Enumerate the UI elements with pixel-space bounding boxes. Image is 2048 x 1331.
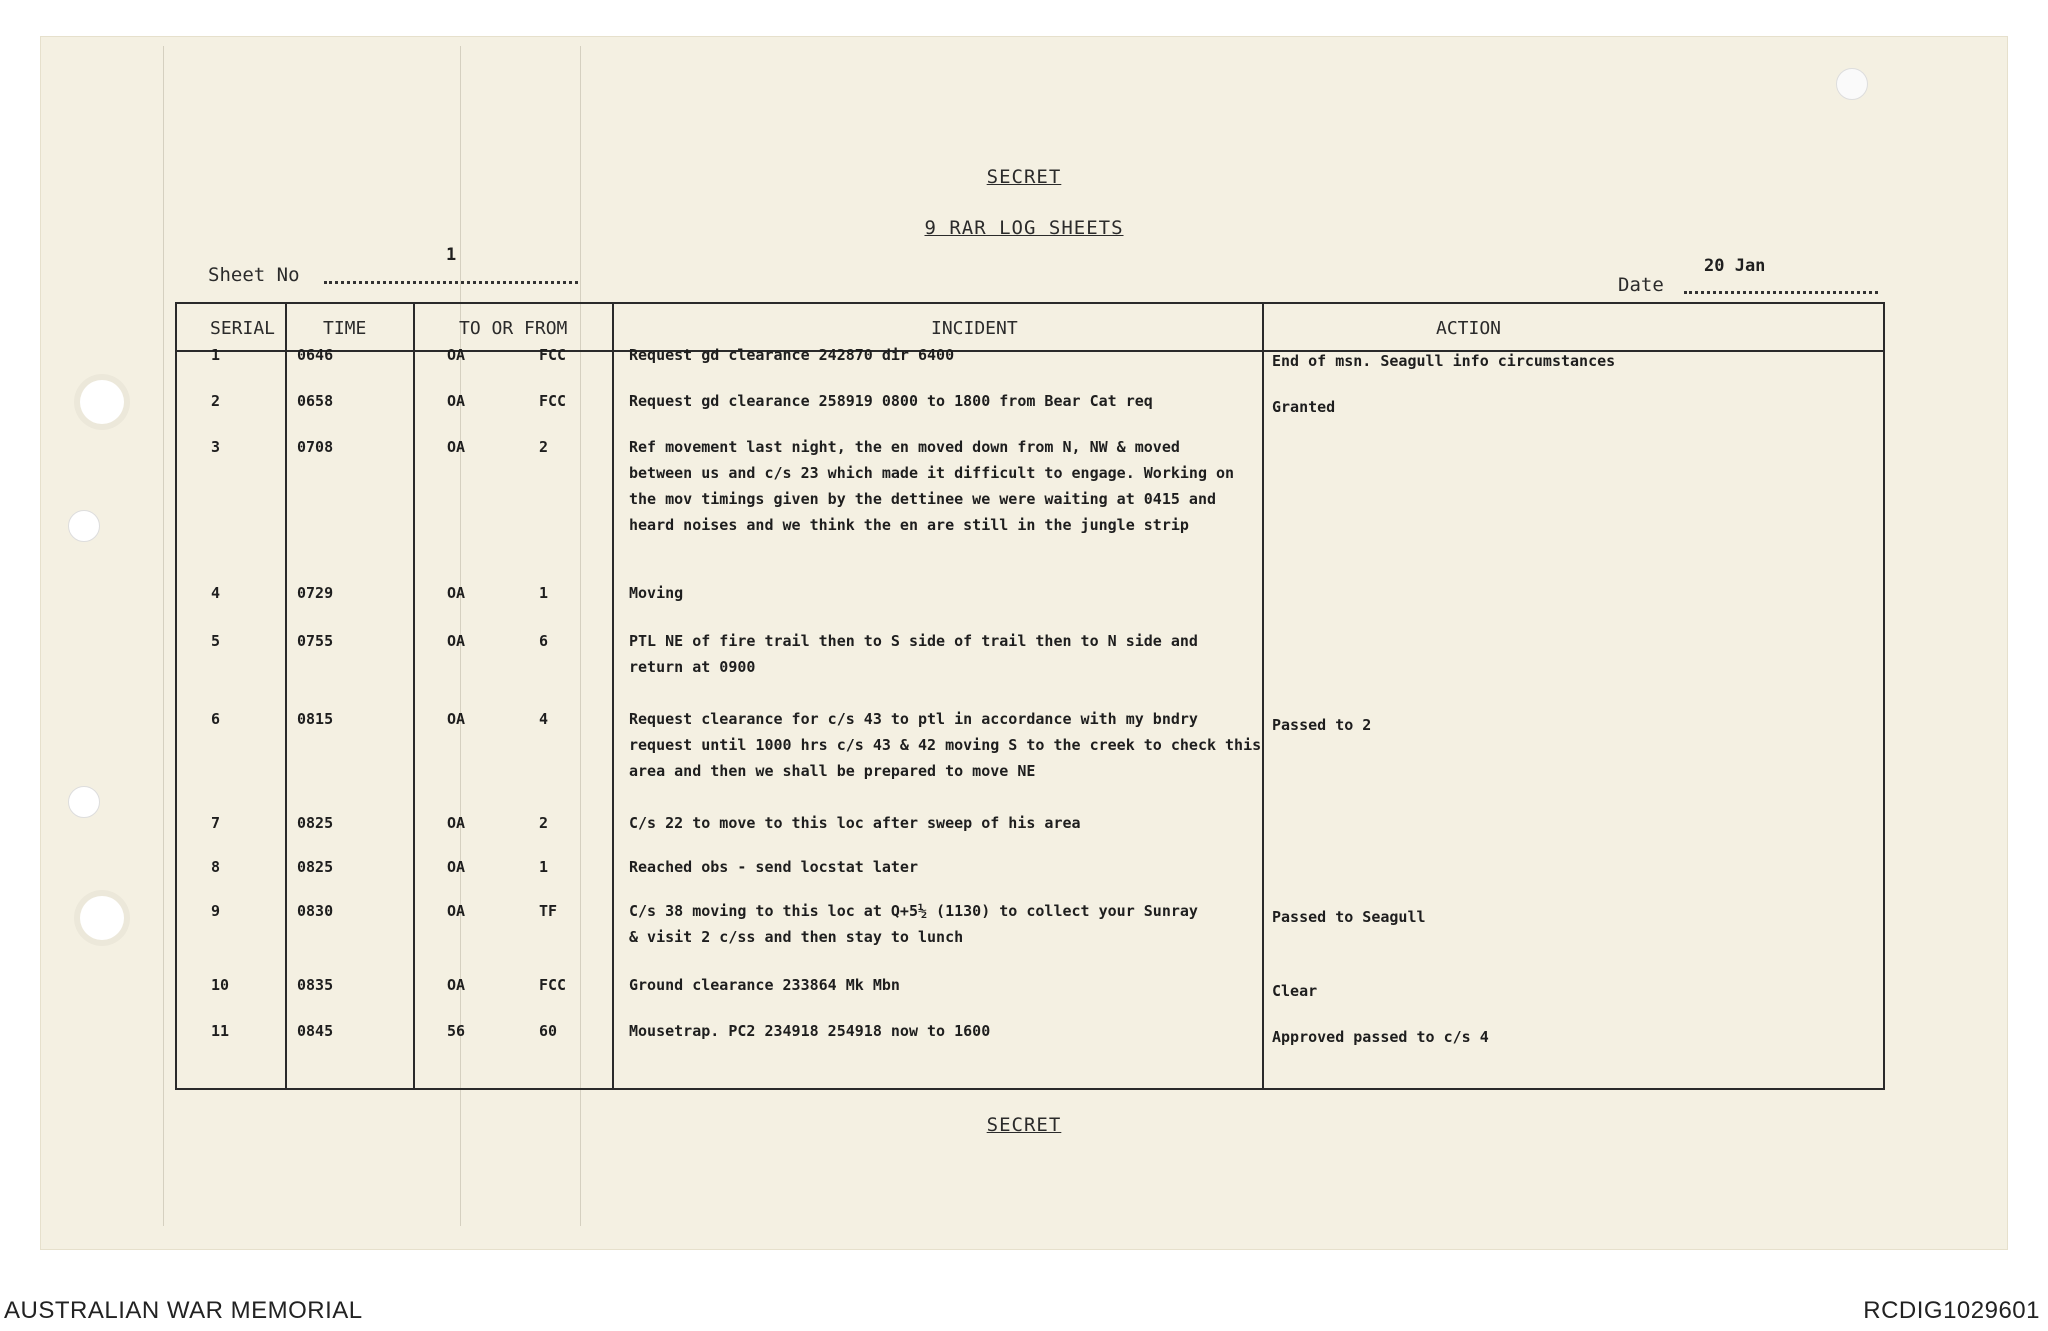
cell-incident-line: return at 0900 xyxy=(629,658,756,676)
punch-hole xyxy=(80,380,124,424)
cell-incident-line: & visit 2 c/ss and then stay to lunch xyxy=(629,928,964,946)
cell-serial: 11 xyxy=(211,1022,230,1040)
cell-incident-line: area and then we shall be prepared to move NE xyxy=(629,762,1036,780)
column-divider xyxy=(1262,304,1264,1088)
date-value: 20 Jan xyxy=(1704,256,1766,276)
cell-from: FCC xyxy=(539,346,567,364)
cell-to: OA xyxy=(447,392,466,410)
cell-time: 0835 xyxy=(297,976,334,994)
header-incident: INCIDENT xyxy=(931,318,1018,339)
sheet-no-dotted-line xyxy=(324,281,578,284)
institution-label: AUSTRALIAN WAR MEMORIAL xyxy=(4,1297,363,1324)
cell-from: 6 xyxy=(539,632,549,650)
cell-incident-line: Moving xyxy=(629,584,684,602)
cell-serial: 10 xyxy=(211,976,230,994)
cell-time: 0825 xyxy=(297,814,334,832)
cell-serial: 8 xyxy=(211,858,221,876)
date-label: Date xyxy=(1618,274,1664,296)
column-divider xyxy=(612,304,614,1088)
cell-action: Clear xyxy=(1272,982,1318,1000)
cell-to: OA xyxy=(447,438,466,456)
cell-incident-line: request until 1000 hrs c/s 43 & 42 moving S to the creek to check this xyxy=(629,736,1262,754)
cell-to: OA xyxy=(447,814,466,832)
cell-incident-line: Request gd clearance 242870 dir 6400 xyxy=(629,346,955,364)
cell-time: 0825 xyxy=(297,858,334,876)
cell-incident-line: Request clearance for c/s 43 to ptl in accordance with my bndry xyxy=(629,710,1198,728)
cell-serial: 6 xyxy=(211,710,221,728)
header-serial: SERIAL xyxy=(210,318,276,339)
cell-incident-line: the mov timings given by the dettinee we were waiting at 0415 and xyxy=(629,490,1216,508)
cell-to: OA xyxy=(447,584,466,602)
log-table xyxy=(175,302,1885,1090)
punch-hole xyxy=(1836,68,1868,100)
cell-incident-line: Ground clearance 233864 Mk Mbn xyxy=(629,976,900,994)
date-dotted-line xyxy=(1684,291,1878,294)
cell-time: 0708 xyxy=(297,438,334,456)
cell-time: 0830 xyxy=(297,902,334,920)
cell-from: 2 xyxy=(539,438,549,456)
cell-to: OA xyxy=(447,902,466,920)
classification-top: SECRET xyxy=(986,166,1062,188)
cell-from: 60 xyxy=(539,1022,558,1040)
cell-to: OA xyxy=(447,346,466,364)
cell-from: FCC xyxy=(539,392,567,410)
column-divider xyxy=(285,304,287,1088)
cell-incident-line: C/s 38 moving to this loc at Q+5½ (1130) to collect your Sunray xyxy=(629,902,1198,920)
cell-to: 56 xyxy=(447,1022,466,1040)
cell-from: FCC xyxy=(539,976,567,994)
cell-to: OA xyxy=(447,858,466,876)
document-heading: 9 RAR LOG SHEETS xyxy=(924,217,1124,239)
cell-incident-line: C/s 22 to move to this loc after sweep of his area xyxy=(629,814,1081,832)
punch-hole xyxy=(68,786,100,818)
cell-from: 1 xyxy=(539,584,549,602)
punch-hole xyxy=(80,896,124,940)
cell-from: 1 xyxy=(539,858,549,876)
cell-incident-line: Reached obs - send locstat later xyxy=(629,858,918,876)
cell-from: 4 xyxy=(539,710,549,728)
cell-to: OA xyxy=(447,632,466,650)
header-time: TIME xyxy=(323,318,367,339)
punch-hole xyxy=(68,510,100,542)
header-action: ACTION xyxy=(1436,318,1502,339)
cell-time: 0729 xyxy=(297,584,334,602)
classification-bottom: SECRET xyxy=(986,1114,1062,1136)
header-to-or-from: TO OR FROM xyxy=(459,318,568,339)
cell-time: 0658 xyxy=(297,392,334,410)
cell-action: End of msn. Seagull info circumstances xyxy=(1272,352,1616,370)
cell-time: 0755 xyxy=(297,632,334,650)
column-divider xyxy=(413,304,415,1088)
sheet-no-label: Sheet No xyxy=(208,264,300,286)
cell-serial: 2 xyxy=(211,392,221,410)
cell-incident-line: between us and c/s 23 which made it difficult to engage. Working on xyxy=(629,464,1235,482)
cell-action: Approved passed to c/s 4 xyxy=(1272,1028,1489,1046)
cell-from: 2 xyxy=(539,814,549,832)
cell-from: TF xyxy=(539,902,558,920)
header-divider xyxy=(177,350,1883,352)
cell-action: Passed to Seagull xyxy=(1272,908,1426,926)
cell-time: 0646 xyxy=(297,346,334,364)
cell-serial: 5 xyxy=(211,632,221,650)
cell-incident-line: Mousetrap. PC2 234918 254918 now to 1600 xyxy=(629,1022,991,1040)
reference-number: RCDIG1029601 xyxy=(1863,1297,2040,1324)
cell-serial: 4 xyxy=(211,584,221,602)
cell-serial: 9 xyxy=(211,902,221,920)
cell-serial: 1 xyxy=(211,346,221,364)
cell-to: OA xyxy=(447,710,466,728)
cell-incident-line: PTL NE of fire trail then to S side of trail then to N side and xyxy=(629,632,1198,650)
sheet-no-value: 1 xyxy=(446,245,457,265)
cell-incident-line: Ref movement last night, the en moved down from N, NW & moved xyxy=(629,438,1180,456)
cell-time: 0815 xyxy=(297,710,334,728)
cell-time: 0845 xyxy=(297,1022,334,1040)
cell-serial: 3 xyxy=(211,438,221,456)
cell-action: Granted xyxy=(1272,398,1336,416)
cell-serial: 7 xyxy=(211,814,221,832)
cell-incident-line: heard noises and we think the en are still in the jungle strip xyxy=(629,516,1189,534)
cell-incident-line: Request gd clearance 258919 0800 to 1800 from Bear Cat req xyxy=(629,392,1153,410)
cell-to: OA xyxy=(447,976,466,994)
cell-action: Passed to 2 xyxy=(1272,716,1372,734)
